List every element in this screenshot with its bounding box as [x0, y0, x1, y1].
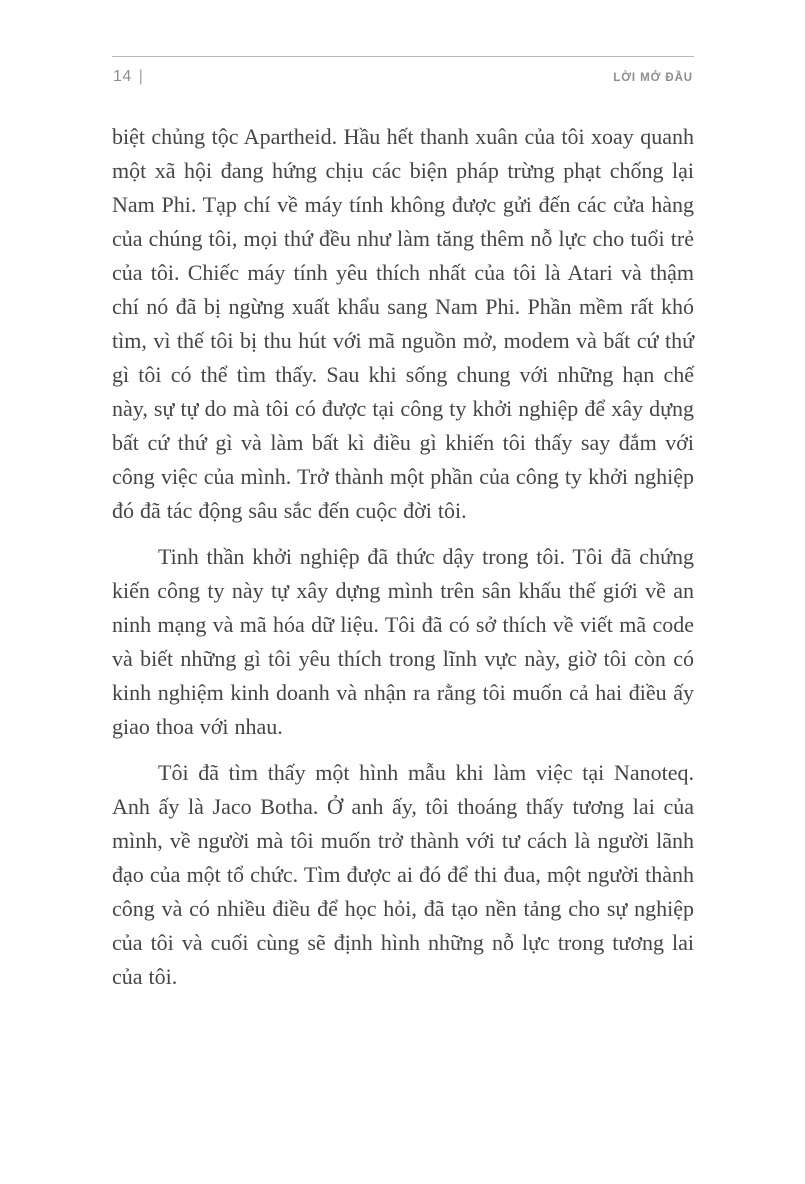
paragraph: Tinh thần khởi nghiệp đã thức dậy trong tôi. Tôi đã chứng kiến công ty này tự xây dựng mình trên sân khấu thế giới về an ninh mạng và mã hóa dữ liệu. Tôi đã có sở thích về viết mã code và biết những gì tôi yêu thích trong lĩnh vực này, giờ tôi còn có kinh nghiệm kinh doanh và nhận ra rằng tôi muốn cả hai điều ấy giao thoa với nhau.	[112, 544, 694, 739]
paragraph: Tôi đã tìm thấy một hình mẫu khi làm việc tại Nanoteq. Anh ấy là Jaco Botha. Ở anh ấy, tôi thoáng thấy tương lai của mình, về người mà tôi muốn trở thành với tư cách là người lãnh đạo của một tổ chức. Tìm được ai đó để thi đua, một người thành công và có nhiều điều để học hỏi, đã tạo nền tảng cho sự nghiệp của tôi và cuối cùng sẽ định hình những nỗ lực trong tương lai của tôi.	[112, 760, 694, 989]
paragraph: biệt chủng tộc Apartheid. Hầu hết thanh xuân của tôi xoay quanh một xã hội đang hứng chịu các biện pháp trừng phạt chống lại Nam Phi. Tạp chí về máy tính không được gửi đến các cửa hàng của chúng tôi, mọi thứ đều như làm tăng thêm nỗ lực cho tuổi trẻ của tôi. Chiếc máy tính yêu thích nhất của tôi là Atari và thậm chí nó đã bị ngừng xuất khẩu sang Nam Phi. Phần mềm rất khó tìm, vì thế tôi bị thu hút với mã nguồn mở, modem và bất cứ thứ gì tôi có thể tìm thấy. Sau khi sống chung với những hạn chế này, sự tự do mà tôi có được tại công ty khởi nghiệp để xây dựng bất cứ thứ gì và làm bất kì điều gì khiến tôi thấy say đắm với công việc của mình. Trở thành một phần của công ty khởi nghiệp đó đã tác động sâu sắc đến cuộc đời tôi.	[112, 124, 694, 523]
page-number	[113, 68, 143, 86]
page-number-value: 14	[113, 68, 132, 85]
page-number-divider: |	[138, 68, 144, 85]
page-header	[112, 57, 694, 86]
running-head-title: LỜI MỞ ĐẦU	[613, 72, 693, 84]
page-body	[112, 120, 694, 994]
